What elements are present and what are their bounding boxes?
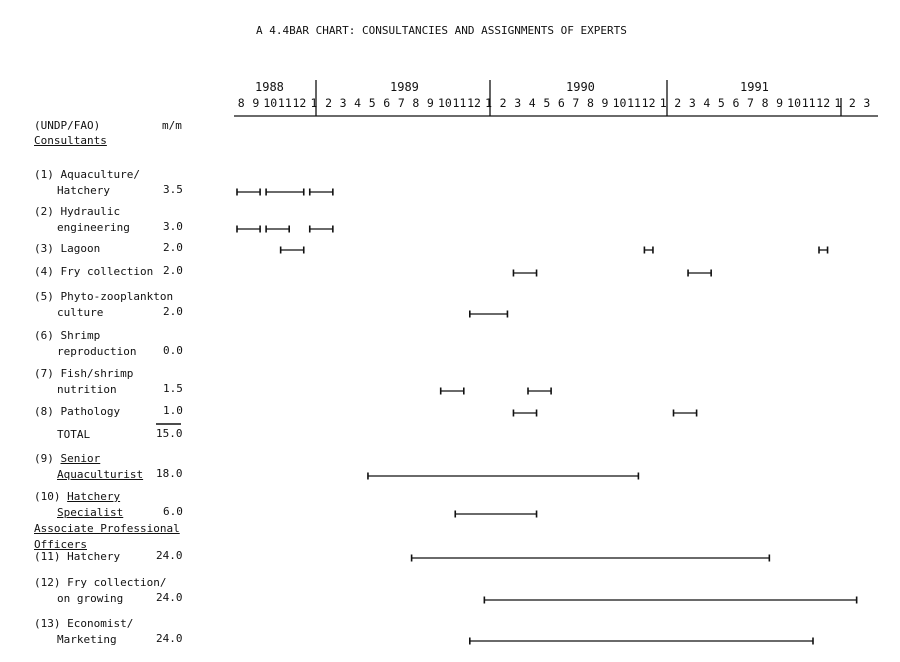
chart-title: A 4.4BAR CHART: CONSULTANCIES AND ASSIGNMENTS OF EXPERTS xyxy=(256,24,627,37)
month-label: 9 xyxy=(776,96,784,110)
month-label: 5 xyxy=(368,96,376,110)
month-label: 9 xyxy=(601,96,609,110)
month-label: 8 xyxy=(586,96,594,110)
man-months-value: 24.0 xyxy=(156,591,183,604)
month-label: 8 xyxy=(761,96,769,110)
month-label: 3 xyxy=(514,96,522,110)
month-label: 8 xyxy=(412,96,420,110)
month-label: 4 xyxy=(528,96,536,110)
column-header-org: (UNDP/FAO) xyxy=(34,119,101,132)
month-label: 6 xyxy=(557,96,565,110)
month-label: 5 xyxy=(543,96,551,110)
row-label: (9) Senior xyxy=(34,452,101,465)
row-label: reproduction xyxy=(57,345,137,358)
month-label: 6 xyxy=(732,96,740,110)
row-label: (8) Pathology xyxy=(34,405,121,418)
month-label: 7 xyxy=(747,96,754,110)
man-months-value: 24.0 xyxy=(156,549,183,562)
man-months-value: 2.0 xyxy=(163,305,183,318)
month-label: 11 xyxy=(277,96,292,110)
row-label: engineering xyxy=(57,221,130,234)
row-label: (12) Fry collection/ xyxy=(34,576,167,589)
man-months-value: 2.0 xyxy=(163,264,183,277)
year-label-1989: 1989 xyxy=(390,80,419,94)
month-label: 11 xyxy=(801,96,816,110)
man-months-value: 3.5 xyxy=(163,183,183,196)
month-label: 2 xyxy=(325,96,332,110)
row-label: nutrition xyxy=(57,383,117,396)
section-heading-consultants: Consultants xyxy=(34,134,107,147)
month-label: 2 xyxy=(674,96,682,110)
month-label: 11 xyxy=(452,96,467,110)
man-months-value: 2.0 xyxy=(163,241,183,254)
man-months-value: 3.0 xyxy=(163,220,183,233)
row-label: (3) Lagoon xyxy=(34,242,101,255)
man-months-value: 18.0 xyxy=(156,467,183,480)
month-label: 1 xyxy=(485,96,493,110)
month-label: 3 xyxy=(863,96,871,110)
month-label: 9 xyxy=(252,96,260,110)
year-label-1991: 1991 xyxy=(740,80,769,94)
row-label: (13) Economist/ xyxy=(34,617,134,630)
year-label-1990: 1990 xyxy=(566,80,595,94)
man-months-value: 6.0 xyxy=(163,505,183,518)
month-label: 1 xyxy=(834,96,842,110)
month-label: 1 xyxy=(310,96,318,110)
row-label: Hatchery xyxy=(57,184,110,197)
man-months-value: 15.0 xyxy=(156,427,183,440)
row-label: on growing xyxy=(57,592,124,605)
month-label: 12 xyxy=(467,96,481,110)
month-label: 4 xyxy=(354,96,362,110)
month-label: 7 xyxy=(572,96,580,110)
year-label-1988: 1988 xyxy=(255,80,284,94)
row-label: (11) Hatchery xyxy=(34,550,121,563)
row-label: TOTAL xyxy=(57,428,91,441)
month-label: 3 xyxy=(688,96,696,110)
row-label: (10) Hatchery xyxy=(34,490,121,503)
month-label: 3 xyxy=(339,96,347,110)
row-label: Officers xyxy=(34,538,87,551)
month-label: 12 xyxy=(292,96,307,110)
row-label: (1) Aquaculture/ xyxy=(34,168,140,181)
row-label: Specialist xyxy=(57,506,124,519)
man-months-value: 24.0 xyxy=(156,632,183,645)
man-months-value: 0.0 xyxy=(163,344,183,357)
column-header-mm: m/m xyxy=(162,119,182,132)
month-label: 10 xyxy=(612,96,627,110)
month-label: 9 xyxy=(426,96,434,110)
month-label: 5 xyxy=(717,96,725,110)
month-label: 7 xyxy=(397,96,405,110)
man-months-value: 1.0 xyxy=(163,404,183,417)
month-label: 10 xyxy=(437,96,452,110)
month-label: 4 xyxy=(703,96,711,110)
month-label: 1 xyxy=(659,96,667,110)
row-label: (6) Shrimp xyxy=(34,329,101,342)
month-label: 2 xyxy=(848,96,856,110)
row-label: (7) Fish/shrimp xyxy=(34,367,134,380)
row-label: (2) Hydraulic xyxy=(34,205,121,218)
month-label: 12 xyxy=(641,96,656,110)
month-label: 10 xyxy=(263,96,278,110)
row-label: Aquaculturist xyxy=(57,468,144,481)
man-months-value: 1.5 xyxy=(163,382,183,395)
row-label: Marketing xyxy=(57,633,117,646)
row-label: (4) Fry collection xyxy=(34,265,154,278)
month-label: 12 xyxy=(816,96,831,110)
month-label: 6 xyxy=(383,96,391,110)
row-label: culture xyxy=(57,306,104,319)
row-label: Associate Professional xyxy=(34,522,180,535)
month-label: 2 xyxy=(499,96,507,110)
month-label: 8 xyxy=(237,96,245,110)
row-label: (5) Phyto-zooplankton xyxy=(34,290,174,303)
month-label: 11 xyxy=(627,96,641,110)
month-label: 10 xyxy=(787,96,802,110)
